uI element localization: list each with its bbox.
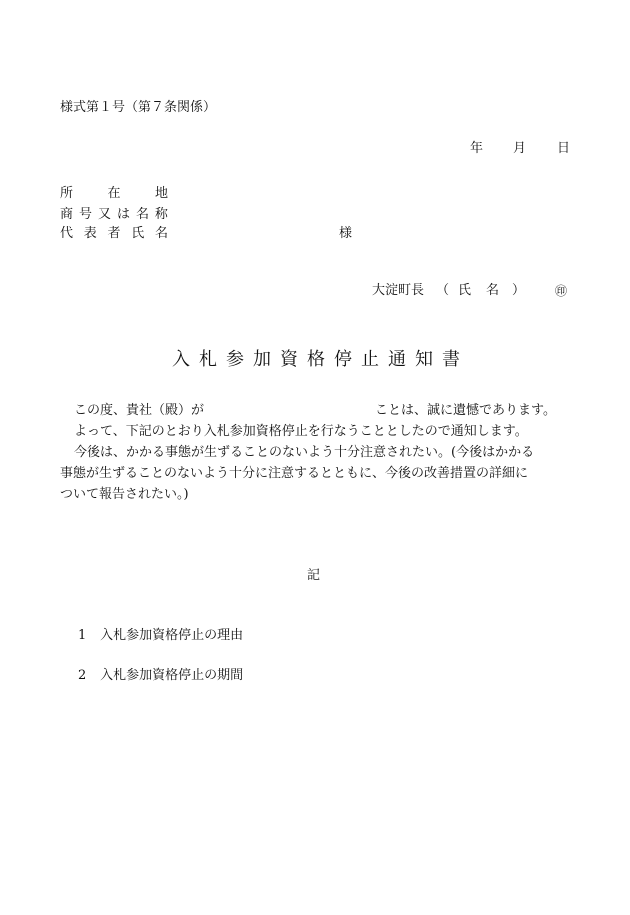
date-day-label: 日: [557, 141, 571, 156]
date-year-label: 年: [470, 141, 484, 156]
sender-name-char: 名: [486, 283, 500, 298]
sender-close-paren: ）: [512, 283, 526, 298]
body-line: [60, 487, 570, 508]
body-line-1-prefix: この度、貴社（殿）が: [74, 403, 205, 418]
recipient-representative-row: [60, 222, 370, 241]
date-row: [470, 141, 570, 157]
item-label: 入札参加資格停止の理由: [100, 628, 244, 643]
body-line: [60, 445, 570, 466]
body-line: [60, 403, 570, 424]
body-line: [60, 424, 570, 445]
date-month-label: 月: [513, 141, 527, 156]
form-number: 様式第１号（第７条関係）: [60, 100, 217, 115]
body-line-3: 今後は、かかる事態が生ずることのないよう十分注意されたい。(今後はかかる: [74, 445, 535, 460]
body-paragraph: [60, 403, 570, 508]
body-line-5: ついて報告されたい。): [60, 487, 189, 502]
list-item: [78, 668, 243, 684]
address-label: 所 在 地: [60, 186, 168, 201]
ki-heading: 記: [307, 568, 321, 583]
representative-label: 代 表 者 氏 名: [60, 226, 168, 241]
sender-open-paren: （: [436, 283, 450, 298]
item-number: 1: [78, 628, 87, 643]
recipient-name-row: [60, 203, 370, 222]
seal-icon: ㊞: [555, 284, 568, 298]
sender-title: 大淀町長: [372, 283, 425, 298]
recipient-address-row: [60, 182, 370, 201]
trade-name-label: 商 号 又 は 名 称: [60, 207, 168, 222]
body-line-2: よって、下記のとおり入札参加資格停止を行なうこととしたので通知します。: [74, 424, 528, 439]
document-title: 入 札 参 加 資 格 停 止 通 知 書: [172, 349, 460, 370]
list-item: [78, 628, 243, 644]
sender-line: [372, 283, 572, 299]
body-line: [60, 466, 570, 487]
honorific: 様: [339, 226, 353, 241]
sender-name-char: 氏: [458, 283, 472, 298]
body-line-4: 事態が生ずることのないよう十分に注意するとともに、今後の改善措置の詳細に: [60, 466, 529, 481]
item-number: 2: [78, 668, 87, 683]
item-label: 入札参加資格停止の期間: [100, 668, 244, 683]
body-line-1-suffix: ことは、誠に遺憾であります。: [375, 403, 556, 418]
